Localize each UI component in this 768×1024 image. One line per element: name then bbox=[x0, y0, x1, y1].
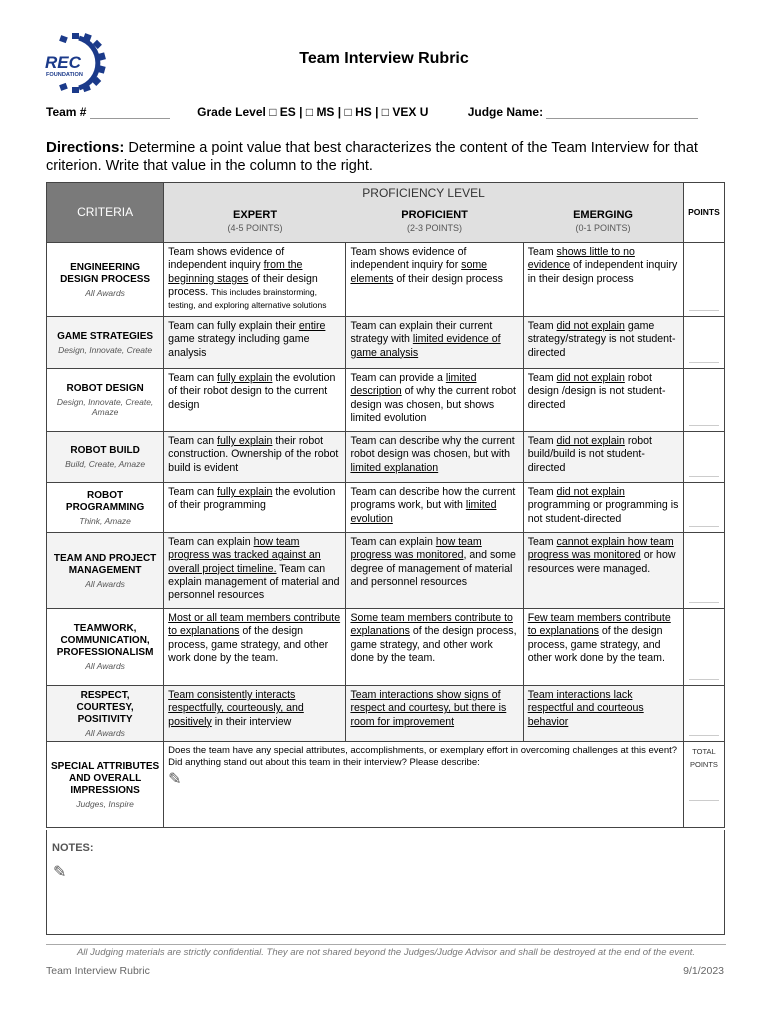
expert-cell: Team can fully explain their entire game strategy including game analysis bbox=[164, 317, 346, 369]
pencil-icon: ✎ bbox=[53, 864, 67, 881]
confidentiality-note: All Judging materials are strictly confidential. They are not shared beyond the Judges/Judge Advisor and shall be destroyed at the end of the event. bbox=[46, 944, 726, 958]
criterion-robot-programming: ROBOT PROGRAMMING Think, Amaze bbox=[47, 483, 164, 533]
table-row bbox=[47, 686, 725, 742]
team-info-line: Team # Grade Level □ ES | □ MS | □ HS | □ VEX U Judge Name: bbox=[46, 105, 726, 119]
table-row bbox=[47, 742, 725, 828]
proficiency-header: PROFICIENCY LEVEL bbox=[164, 183, 684, 207]
expert-cell: Team can explain how team progress was tracked against an overall project timeline. Team can explain management of material and personnel resources bbox=[164, 533, 346, 609]
points-input[interactable] bbox=[683, 369, 724, 432]
proficient-cell: Team can explain how team progress was monitored, and some degree of management of material and personnel resources bbox=[346, 533, 523, 609]
emerging-cell: Team did not explain robot build/build is not student-directed bbox=[523, 432, 683, 483]
emerging-cell: Team did not explain game strategy/strategy is not student-directed bbox=[523, 317, 683, 369]
criterion-team-project-management: TEAM AND PROJECT MANAGEMENT All Awards bbox=[47, 533, 164, 609]
table-row bbox=[47, 533, 725, 609]
table-row bbox=[47, 609, 725, 686]
team-number-label: Team # bbox=[46, 105, 87, 119]
checkbox-icon[interactable]: □ bbox=[269, 105, 277, 119]
points-input[interactable] bbox=[683, 533, 724, 609]
proficient-cell: Team can describe how the current programs work, but with limited evolution bbox=[346, 483, 523, 533]
proficient-cell: Team can provide a limited description of why the current robot design was chosen, but shows limited evolution bbox=[346, 369, 523, 432]
grade-option-es: ES bbox=[279, 105, 296, 119]
proficient-cell: Team interactions show signs of respect and courtesy, but there is room for improvement bbox=[346, 686, 523, 742]
criteria-header: CRITERIA bbox=[47, 183, 164, 243]
criterion-special-attributes: SPECIAL ATTRIBUTES AND OVERALL IMPRESSIONS Judges, Inspire bbox=[47, 742, 164, 828]
emerging-cell: Team cannot explain how team progress was monitored or how resources were managed. bbox=[523, 533, 683, 609]
expert-cell: Team can fully explain their robot construction. Ownership of the robot build is evident bbox=[164, 432, 346, 483]
expert-cell: Team can fully explain the evolution of their robot design to the current design bbox=[164, 369, 346, 432]
total-points-label: TOTAL POINTS bbox=[690, 747, 718, 770]
rubric-table bbox=[46, 182, 725, 828]
points-input[interactable] bbox=[683, 686, 724, 742]
special-prompt: Does the team have any special attributes, accomplishments, or exemplary effort in overcoming challenges at this event? Did anything stand out about this team in their interview? Please describe: bbox=[168, 745, 678, 768]
emerging-cell: Team interactions lack respectful and courteous behavior bbox=[523, 686, 683, 742]
expert-cell: Team shows evidence of independent inquiry from the beginning stages of their design process. This includes brainstorming, testing, and exploring alternative solutions bbox=[164, 243, 346, 317]
directions-label: Directions: bbox=[46, 139, 125, 156]
pencil-icon: ✎ bbox=[168, 771, 182, 788]
notes-label: NOTES: bbox=[52, 842, 94, 854]
criterion-robot-design: ROBOT DESIGN Design, Innovate, Create, Amaze bbox=[47, 369, 164, 432]
directions bbox=[46, 139, 726, 175]
logo-text: REC bbox=[45, 53, 81, 72]
emerging-cell: Team did not explain robot design /design is not student-directed bbox=[523, 369, 683, 432]
points-input[interactable] bbox=[683, 317, 724, 369]
table-row bbox=[47, 243, 725, 317]
proficient-cell: Some team members contribute to explanations of the design process, game strategy, and other work done by the team. bbox=[346, 609, 523, 686]
proficient-cell: Team can describe why the current robot design was chosen, but with limited explanation bbox=[346, 432, 523, 483]
judge-name-label: Judge Name: bbox=[467, 105, 544, 119]
criterion-teamwork: TEAMWORK, COMMUNICATION, PROFESSIONALISM All Awards bbox=[47, 609, 164, 686]
expert-cell: Team can fully explain the evolution of their programming bbox=[164, 483, 346, 533]
total-points-input[interactable] bbox=[683, 742, 724, 828]
table-row bbox=[47, 483, 725, 533]
notes-box[interactable] bbox=[46, 830, 725, 935]
criterion-game-strategies: GAME STRATEGIES Design, Innovate, Create bbox=[47, 317, 164, 369]
emerging-cell: Team shows little to no evidence of independent inquiry in their design process bbox=[523, 243, 683, 317]
criterion-robot-build: ROBOT BUILD Build, Create, Amaze bbox=[47, 432, 164, 483]
footer-title: Team Interview Rubric bbox=[46, 965, 150, 977]
points-input[interactable] bbox=[683, 483, 724, 533]
table-row bbox=[47, 432, 725, 483]
grade-option-ms: MS bbox=[316, 105, 335, 119]
level-proficient: PROFICIENT (2-3 POINTS) bbox=[346, 207, 523, 243]
grade-level-label: Grade Level bbox=[197, 105, 266, 119]
checkbox-icon[interactable]: □ bbox=[305, 105, 314, 119]
expert-cell: Team consistently interacts respectfully, courteously, and positively in their interview bbox=[164, 686, 346, 742]
special-prompt-cell[interactable] bbox=[164, 742, 684, 828]
emerging-cell: Few team members contribute to explanations of the design process, game strategy, and other work done by the team. bbox=[523, 609, 683, 686]
proficient-cell: Team shows evidence of independent inquiry for some elements of their design process bbox=[346, 243, 523, 317]
emerging-cell: Team did not explain programming or programming is not student-directed bbox=[523, 483, 683, 533]
table-row bbox=[47, 317, 725, 369]
expert-cell: Most or all team members contribute to explanations of the design process, game strategy, and other work done by the team. bbox=[164, 609, 346, 686]
checkbox-icon[interactable]: □ bbox=[381, 105, 390, 119]
footer-date: 9/1/2023 bbox=[683, 965, 724, 977]
proficient-cell: Team can explain their current strategy with limited evidence of game analysis bbox=[346, 317, 523, 369]
judge-name-field[interactable] bbox=[546, 106, 698, 119]
points-header: POINTS bbox=[683, 183, 724, 243]
logo-sub-text: FOUNDATION bbox=[46, 72, 83, 78]
points-input[interactable] bbox=[683, 609, 724, 686]
page-title: Team Interview Rubric bbox=[299, 50, 469, 67]
points-input[interactable] bbox=[683, 432, 724, 483]
checkbox-icon[interactable]: □ bbox=[344, 105, 352, 119]
points-input[interactable] bbox=[683, 243, 724, 317]
criterion-respect: RESPECT, COURTESY, POSITIVITY All Awards bbox=[47, 686, 164, 742]
team-number-field[interactable] bbox=[90, 106, 170, 119]
level-expert: EXPERT (4-5 POINTS) bbox=[164, 207, 346, 243]
level-emerging: EMERGING (0-1 POINTS) bbox=[523, 207, 683, 243]
grade-option-vexu: VEX U bbox=[392, 105, 429, 119]
criterion-engineering-design-process: ENGINEERING DESIGN PROCESS All Awards bbox=[47, 243, 164, 317]
grade-option-hs: HS bbox=[355, 105, 372, 119]
table-row bbox=[47, 369, 725, 432]
directions-text: Determine a point value that best characterizes the content of the Team Interview for that criterion. Write that value in the column to the right. bbox=[46, 140, 698, 174]
